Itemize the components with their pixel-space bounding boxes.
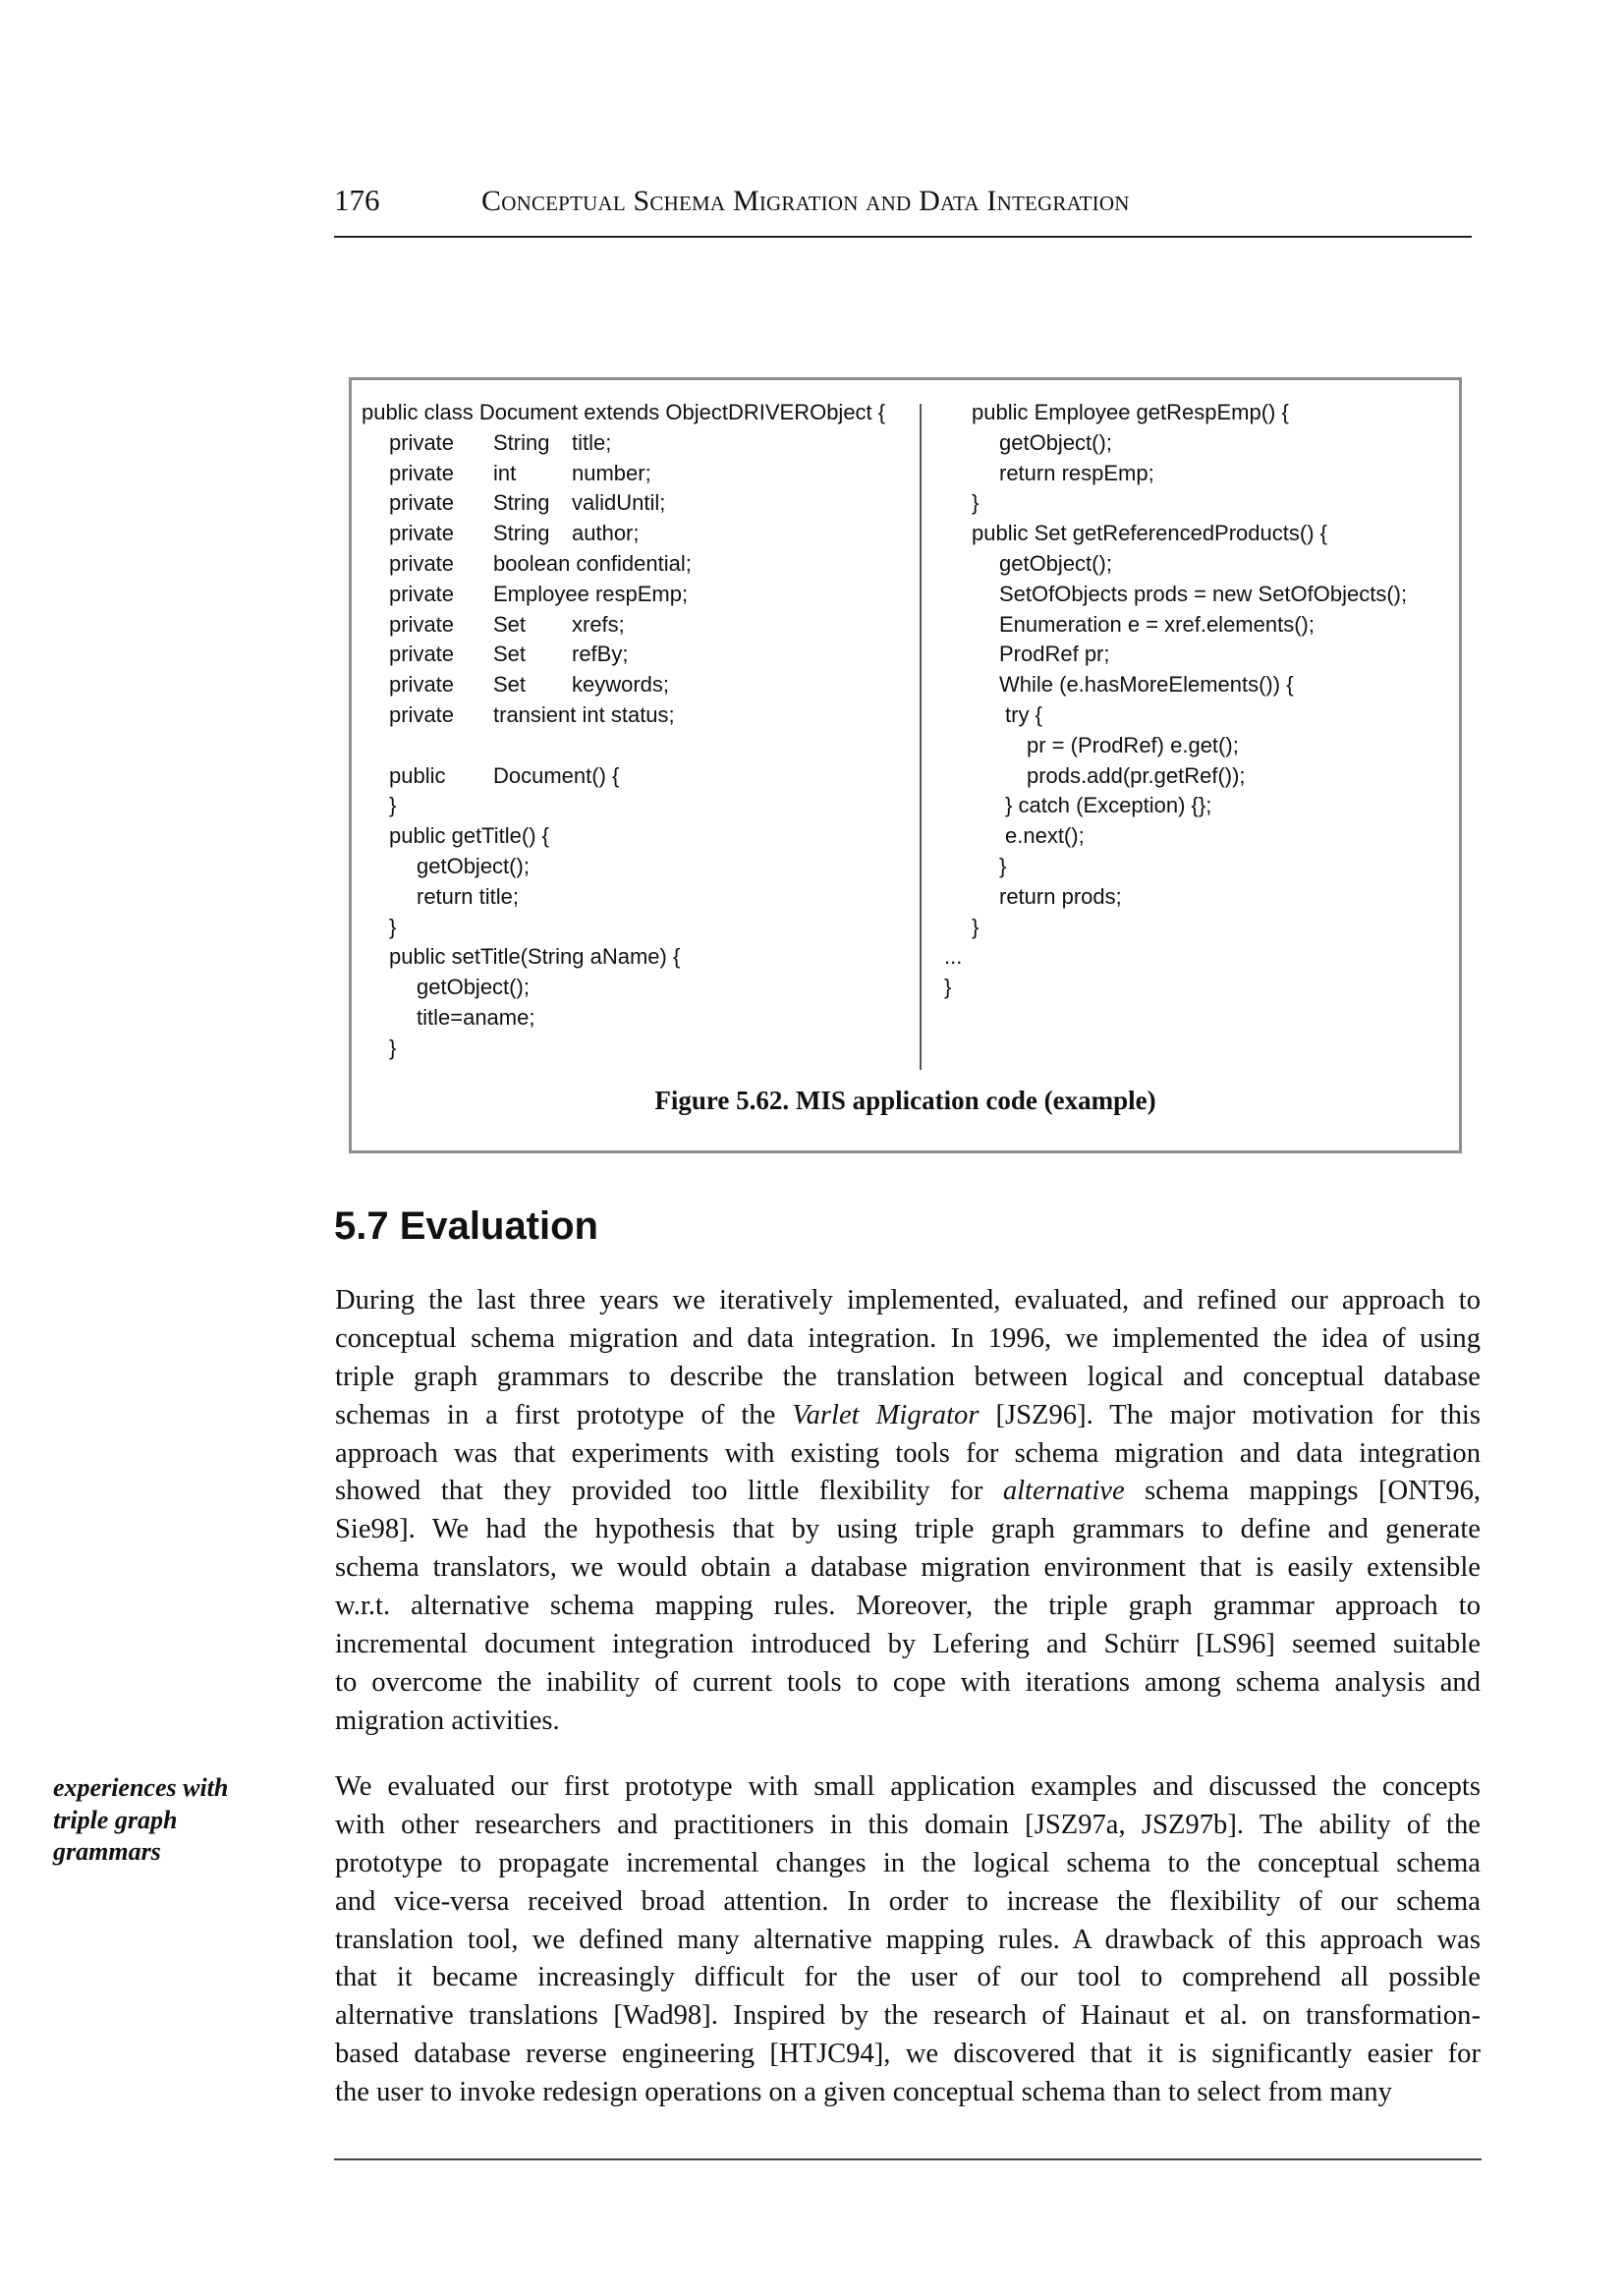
text-line: Sie98]. We had the hypothesis that by using triple graph grammars to define and generate [335, 1514, 1481, 1545]
code-type: Document() { [493, 762, 620, 788]
code-line: e.next(); [1005, 823, 1085, 849]
code-identifier: title; [572, 429, 612, 455]
code-type: String [493, 521, 550, 546]
code-line: Enumeration e = xref.elements(); [999, 611, 1315, 637]
code-modifier: private [389, 672, 455, 698]
code-line: title=aname; [417, 1004, 535, 1030]
text-line: and vice-versa received broad attention. In order to increase the flexibility of our schema [335, 1885, 1481, 1917]
code-line: } [944, 975, 952, 1000]
code-identifier: xrefs; [572, 611, 625, 637]
text-line: triple graph grammars to describe the translation between logical and conceptual database [335, 1361, 1481, 1392]
code-identifier: refBy; [572, 642, 629, 667]
running-title: Conceptual Schema Migration and Data Integration [481, 185, 1130, 217]
code-identifier: keywords; [572, 672, 670, 698]
code-line [362, 459, 912, 489]
text-line: approach was that experiments with existing tools for schema migration and data integration [335, 1437, 1481, 1469]
page-number: 176 [334, 183, 380, 217]
code-line: try { [1005, 701, 1042, 727]
code-line: prods.add(pr.getRef()); [1027, 762, 1246, 788]
code-line: } [389, 793, 397, 818]
code-line [362, 519, 912, 549]
text-line: We evaluated our first prototype with small application examples and discussed the concepts [335, 1771, 1481, 1802]
code-modifier: private [389, 460, 455, 485]
code-modifier: private [389, 701, 455, 727]
code-line: getObject(); [999, 550, 1112, 576]
code-type: String [493, 429, 550, 455]
code-line: pr = (ProdRef) e.get(); [1027, 732, 1239, 757]
margin-note-line: grammars [53, 1837, 161, 1866]
code-line: public class Document extends ObjectDRIVERObject { [362, 400, 886, 424]
code-line: getObject(); [417, 975, 530, 1000]
code-type: Set [493, 642, 527, 667]
code-type: boolean confidential; [493, 550, 692, 576]
text-line: with other researchers and practitioners in this domain [JSZ97a, JSZ97b]. The ability of the [335, 1809, 1481, 1840]
code-line: return respEmp; [999, 460, 1154, 485]
text-line: that it became increasingly difficult for the user of our tool to comprehend all possible [335, 1962, 1481, 1993]
figure-box [349, 377, 1462, 1153]
code-modifier: private [389, 550, 455, 576]
code-line: return prods; [999, 883, 1122, 909]
code-line: While (e.hasMoreElements()) { [999, 672, 1294, 698]
code-listing-right [944, 398, 1455, 1003]
figure-caption: Figure 5.62. MIS application code (example) [654, 1086, 1156, 1115]
text-line: conceptual schema migration and data integration. In 1996, we implemented the idea of using [335, 1322, 1481, 1354]
code-line [362, 640, 912, 670]
code-modifier: public [389, 762, 446, 788]
code-line: } [389, 914, 397, 939]
paragraph-2 [335, 1768, 1481, 2112]
text-line: schema translators, we would obtain a database migration environment that is easily extensible [335, 1552, 1481, 1584]
code-line: SetOfObjects prods = new SetOfObjects(); [999, 581, 1408, 606]
code-column-divider [920, 404, 922, 1070]
code-type: transient int status; [493, 701, 675, 727]
text-line: translation tool, we defined many alternative mapping rules. A drawback of this approach was [335, 1924, 1481, 1955]
code-line [362, 580, 912, 610]
code-line: ... [944, 944, 963, 970]
text-line: alternative translations [Wad98]. Inspired by the research of Hainaut et al. on transformation- [335, 2000, 1481, 2032]
code-modifier: private [389, 490, 455, 516]
code-type: String [493, 490, 550, 516]
code-line [362, 670, 912, 700]
code-modifier: private [389, 429, 455, 455]
code-line: } [999, 853, 1007, 878]
code-line [362, 761, 912, 792]
code-modifier: private [389, 581, 455, 606]
text-line: incremental document integration introduced by Lefering and Schürr [LS96] seemed suitable [335, 1629, 1481, 1660]
code-line: getObject(); [999, 429, 1112, 455]
code-line: public Employee getRespEmp() { [972, 400, 1289, 424]
code-line: public Set getReferencedProducts() { [972, 521, 1327, 546]
code-line: ProdRef pr; [999, 642, 1110, 667]
section-heading: 5.7 Evaluation [334, 1204, 598, 1248]
code-identifier: author; [572, 521, 640, 546]
code-line [362, 610, 912, 641]
text-line: showed that they provided too little flexibility for alternative schema mappings [ONT96, [335, 1476, 1482, 1507]
code-line: } [972, 914, 980, 939]
text-line: During the last three years we iteratively implemented, evaluated, and refined our approach to [335, 1285, 1481, 1315]
code-identifier: validUntil; [572, 490, 666, 516]
code-line [362, 731, 912, 761]
text-line: the user to invoke redesign operations on a given conceptual schema than to select from many [335, 2077, 1392, 2108]
code-type: Set [493, 611, 527, 637]
text-line: w.r.t. alternative schema mapping rules. Moreover, the triple graph grammar approach to [335, 1591, 1481, 1622]
code-line: public getTitle() { [389, 823, 550, 849]
code-listing-left [362, 398, 912, 1064]
margin-note-line: experiences with [53, 1773, 229, 1802]
code-line: } catch (Exception) {}; [1005, 793, 1212, 818]
header-rule [334, 236, 1472, 238]
code-modifier: private [389, 611, 455, 637]
code-identifier: number; [572, 460, 651, 485]
margin-note [53, 1772, 269, 1869]
code-line [362, 488, 912, 519]
text-line: schemas in a first prototype of the Varlet Migrator [JSZ96]. The major motivation for this [335, 1399, 1481, 1430]
running-header [334, 183, 1472, 236]
paragraph-1 [335, 1282, 1481, 1741]
code-modifier: private [389, 642, 455, 667]
code-type: Set [493, 672, 527, 698]
margin-note-line: triple graph [53, 1805, 178, 1834]
code-line [362, 428, 912, 459]
code-line: return title; [417, 883, 519, 909]
text-line: to overcome the inability of current tools to cope with iterations among schema analysis and [335, 1666, 1481, 1698]
code-line: public setTitle(String aName) { [389, 944, 681, 970]
code-line [362, 700, 912, 731]
code-line: } [972, 490, 980, 516]
code-type: Employee respEmp; [493, 581, 689, 606]
code-line: } [389, 1035, 397, 1060]
code-type: int [493, 460, 517, 485]
text-line: prototype to propagate incremental changes in the logical schema to the conceptual schema [335, 1847, 1481, 1878]
code-modifier: private [389, 521, 455, 546]
text-line: based database reverse engineering [HTJC94], we discovered that it is significantly easier for [335, 2039, 1481, 2070]
code-line [362, 549, 912, 580]
code-line: getObject(); [417, 853, 530, 878]
text-line: migration activities. [335, 1705, 560, 1736]
footer-rule [334, 2158, 1482, 2160]
